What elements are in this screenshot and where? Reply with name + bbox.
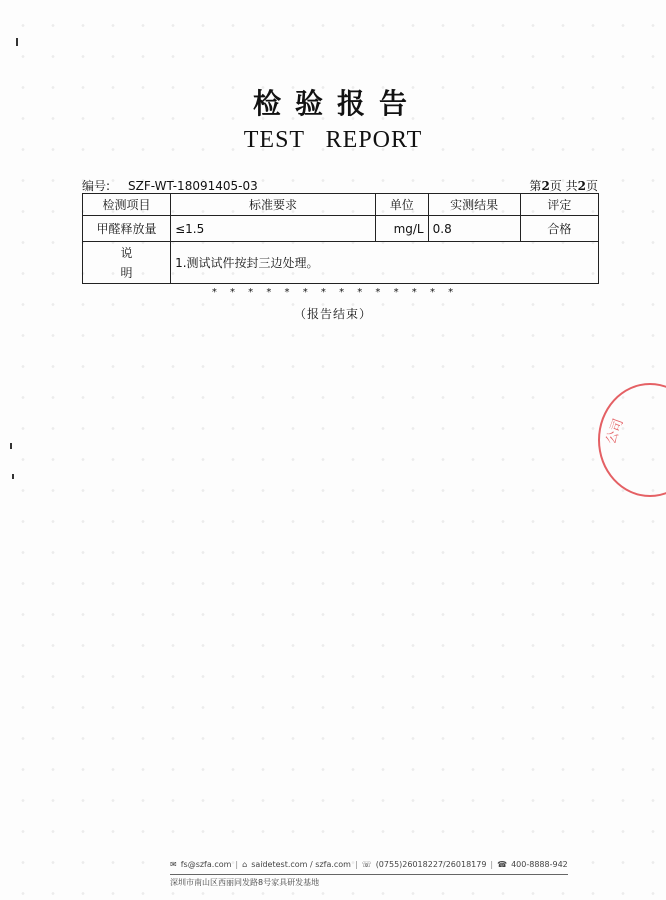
footer-email: fs@szfa.com: [180, 860, 232, 869]
page-current: 2: [541, 179, 550, 193]
page-prefix: 第: [529, 179, 542, 193]
footer: [170, 860, 568, 888]
page-suffix: 页: [585, 179, 598, 193]
note-label: [83, 242, 171, 284]
report-meta: [82, 177, 598, 193]
report-title-english: TEST REPORT: [243, 127, 423, 153]
svg-text:公司: 公司: [603, 416, 627, 447]
report-number: [82, 177, 258, 194]
phone-icon: ☏: [361, 860, 372, 869]
header-result: 实测结果: [428, 194, 520, 216]
table-row: [83, 216, 599, 242]
binding-mark: [10, 443, 12, 449]
report-end: （报告结束）: [293, 307, 372, 321]
footer-contacts: ✉ fs@szfa.com | ⌂ saidetest.com / szfa.com | ☏ (0755)26018227/26018179 | ☎ 400-8888-942: [170, 860, 568, 869]
report-number-value: SZF-WT-18091405-03: [128, 179, 258, 193]
header-item: 检测项目: [83, 194, 171, 216]
header-judgement: 评定: [520, 194, 598, 216]
page-indicator: [529, 177, 598, 194]
cell-unit: mg/L: [375, 216, 428, 242]
header-requirement: 标准要求: [171, 194, 376, 216]
web-icon: ⌂: [242, 860, 248, 869]
seal-icon: [600, 385, 666, 495]
table-header-row: [83, 194, 599, 216]
footer-hotline: 400-8888-942: [511, 860, 568, 869]
binding-mark: [12, 474, 14, 479]
separator-stars: * * * * * * * * * * * * * *: [211, 287, 459, 298]
note-row: [83, 242, 599, 284]
cell-item: 甲醛释放量: [83, 216, 171, 242]
company-seal: [598, 383, 666, 497]
email-icon: ✉: [170, 860, 177, 869]
binding-mark: [16, 38, 18, 46]
footer-tel: (0755)26018227/26018179: [375, 860, 487, 869]
footer-address: 深圳市南山区西丽同发路8号家具研发基地: [170, 874, 568, 888]
report-title-chinese: 检验报告: [252, 87, 421, 120]
page-mid: 页 共: [549, 179, 578, 193]
cell-result: 0.8: [428, 216, 520, 242]
report-number-label: 编号:: [82, 179, 111, 193]
page-total: 2: [577, 179, 586, 193]
footer-web: saidetest.com / szfa.com: [251, 860, 351, 869]
test-result-table: [82, 193, 599, 284]
note-text: 1.测试试件按封三边处理。: [171, 242, 599, 284]
cell-judgement: 合格: [520, 216, 598, 242]
note-label-1: 说: [120, 245, 133, 260]
hotline-icon: ☎: [497, 860, 508, 869]
header-unit: 单位: [375, 194, 428, 216]
cell-requirement: ≤1.5: [171, 216, 376, 242]
note-label-2: 明: [120, 265, 133, 280]
